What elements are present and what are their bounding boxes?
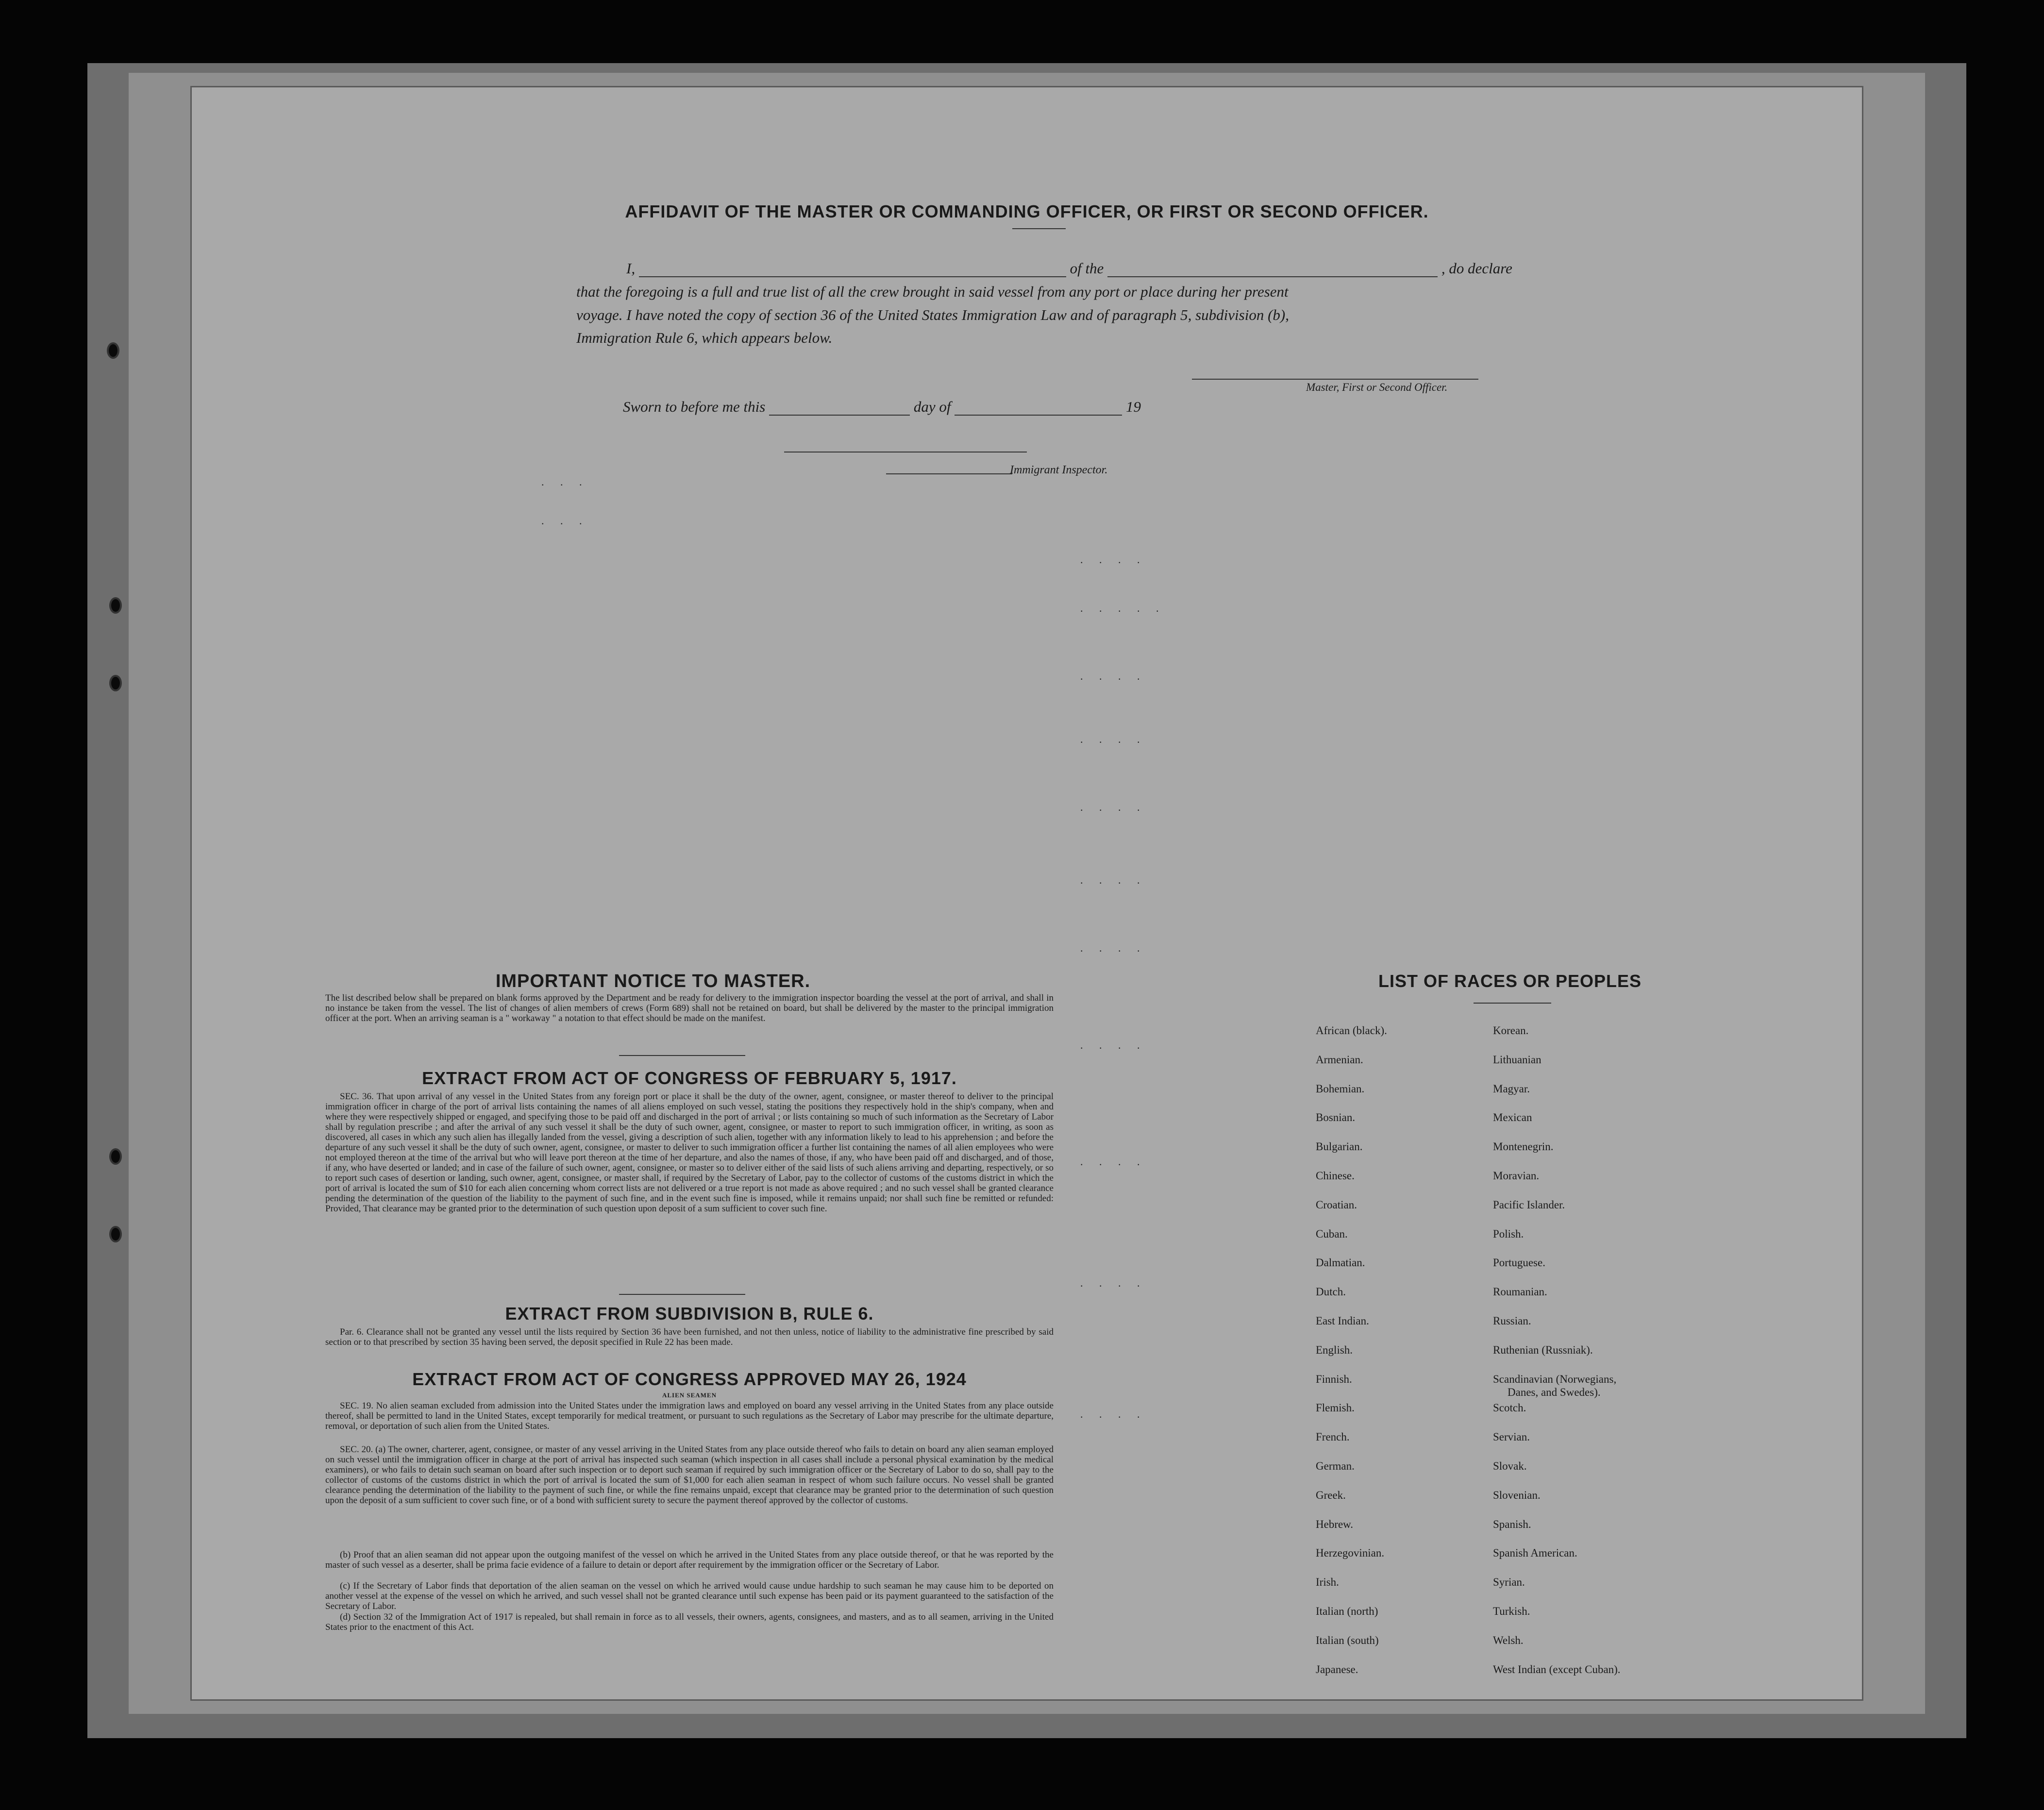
extract-1924-sec19: SEC. 19. No alien seaman excluded from admission into the United States under the immigration laws and employed on board any vessel arriving in the United States from any place outside thereof, shall be permitted to land in the United States, except temporarily for medical treatment, or pursuant to such regulations as the Secretary of Labor may prescribe for the ultimate departure, removal, or deportation of such alien from the United States. bbox=[325, 1401, 1054, 1431]
race-item: Scotch. bbox=[1493, 1402, 1526, 1414]
binder-hole bbox=[109, 1226, 122, 1242]
binder-hole bbox=[107, 342, 119, 359]
extract-1924-subtitle: ALIEN SEAMEN bbox=[662, 1391, 717, 1399]
race-item: Greek. bbox=[1316, 1489, 1346, 1501]
bleed-through-marks: . . . . . bbox=[1080, 602, 1166, 614]
bleed-through-marks: . . . . bbox=[1080, 874, 1147, 886]
race-item: Bohemian. bbox=[1316, 1082, 1365, 1095]
binder-hole bbox=[109, 597, 122, 614]
section-rule bbox=[619, 1055, 745, 1056]
race-item: Bosnian. bbox=[1316, 1111, 1356, 1124]
affidavit-line-1 bbox=[626, 260, 1714, 277]
race-item: Dalmatian. bbox=[1316, 1257, 1365, 1269]
notice-title: IMPORTANT NOTICE TO MASTER. bbox=[495, 971, 811, 991]
extract-rule6-body: Par. 6. Clearance shall not be granted any vessel until the lists required by Section 36 have been furnished, and not then unless, notice of liability to the administrative fine prescribed by said section or to that prescribed by section 35 having been served, the deposit specified in Rule 22 has been made. bbox=[325, 1327, 1054, 1347]
extract-1924-sec20b: (b) Proof that an alien seaman did not appear upon the outgoing manifest of the vessel on which he arrived in the United States from any place outside thereof, or that he was reported by the master of such vessel as a deserter, shall be prima facie evidence of a failure to detain or deport after requirement by the immigration officer or the Secretary of Labor. bbox=[325, 1550, 1054, 1570]
bleed-through-marks: . . . . bbox=[1080, 553, 1147, 566]
day-of-label: day of bbox=[913, 398, 951, 415]
bleed-through-marks: . . . . bbox=[1080, 942, 1147, 954]
bleed-through-marks: . . . bbox=[541, 515, 589, 527]
race-item: German. bbox=[1316, 1460, 1355, 1472]
do-declare-label: , do declare bbox=[1441, 260, 1512, 277]
race-item: Magyar. bbox=[1493, 1082, 1530, 1095]
race-item: Mexican bbox=[1493, 1111, 1532, 1124]
title-rule bbox=[1012, 228, 1066, 229]
section-rule bbox=[619, 1294, 745, 1295]
race-item: Italian (north) bbox=[1316, 1605, 1378, 1617]
sworn-day-field[interactable] bbox=[769, 415, 910, 416]
race-item: Ruthenian (Russniak). bbox=[1493, 1343, 1593, 1356]
bleed-through-marks: . . . . bbox=[1080, 733, 1147, 745]
inspector-signature-line[interactable] bbox=[886, 473, 1012, 474]
races-title: LIST OF RACES OR PEOPLES bbox=[1378, 971, 1642, 991]
bleed-through-marks: . . . . bbox=[1080, 1277, 1147, 1289]
race-item: Slovenian. bbox=[1493, 1489, 1541, 1501]
officer-name-field[interactable] bbox=[639, 276, 1066, 277]
race-item: Finnish. bbox=[1316, 1373, 1352, 1385]
races-title-rule bbox=[1474, 1003, 1551, 1004]
race-item: Spanish American. bbox=[1493, 1547, 1577, 1559]
i-label: I, bbox=[626, 260, 636, 277]
affidavit-line-4: Immigration Rule 6, which appears below. bbox=[576, 329, 833, 346]
bleed-through-marks: . . . . bbox=[1080, 801, 1147, 813]
race-item: Lithuanian bbox=[1493, 1053, 1541, 1066]
race-item: Polish. bbox=[1493, 1227, 1524, 1240]
extract-1917-title: EXTRACT FROM ACT OF CONGRESS OF FEBRUARY 5, 1917. bbox=[422, 1068, 957, 1088]
race-item: Syrian. bbox=[1493, 1576, 1525, 1589]
race-item: Turkish. bbox=[1493, 1605, 1530, 1617]
binder-hole bbox=[109, 1148, 122, 1165]
affidavit-page bbox=[192, 87, 1862, 1699]
affidavit-line-3: voyage. I have noted the copy of section 36 of the United States Immigration Law and of paragraph 5, subdivision (b), bbox=[576, 306, 1289, 323]
extract-rule6-title: EXTRACT FROM SUBDIVISION B, RULE 6. bbox=[505, 1304, 874, 1324]
year-prefix: 19 bbox=[1125, 398, 1141, 415]
race-item: Dutch. bbox=[1316, 1286, 1346, 1298]
inspector-label: Immigrant Inspector. bbox=[1010, 464, 1108, 476]
race-item: Montenegrin. bbox=[1493, 1140, 1554, 1153]
notice-body: The list described below shall be prepared on blank forms approved by the Department and be ready for delivery to the immigration inspector boarding the vessel at the port of arrival, and shall in no instance be taken from the vessel. The list of changes of alien members of crews (Form 689) shall not be retained on board, but shall be delivered by the master to the principal immigration officer at the port. When an arriving seaman is a " workaway " a notation to that effect should be made on the manifest. bbox=[325, 993, 1054, 1023]
race-item: Croatian. bbox=[1316, 1198, 1357, 1211]
race-item: Moravian. bbox=[1493, 1170, 1540, 1182]
race-item: Welsh. bbox=[1493, 1634, 1524, 1646]
race-item: Irish. bbox=[1316, 1576, 1339, 1589]
race-item: Servian. bbox=[1493, 1431, 1530, 1443]
race-item: Armenian. bbox=[1316, 1053, 1363, 1066]
of-the-label: of the bbox=[1070, 260, 1104, 277]
race-item: Japanese. bbox=[1316, 1663, 1358, 1676]
race-item: Danes, and Swedes). bbox=[1508, 1386, 1601, 1398]
race-item: Scandinavian (Norwegians, bbox=[1493, 1373, 1617, 1385]
bleed-through-marks: . . . . bbox=[1080, 1156, 1147, 1168]
affidavit-title: AFFIDAVIT OF THE MASTER OR COMMANDING OFFICER, OR FIRST OR SECOND OFFICER. bbox=[625, 201, 1429, 221]
race-item: Pacific Islander. bbox=[1493, 1198, 1565, 1211]
race-item: Chinese. bbox=[1316, 1170, 1355, 1182]
extract-1924-title: EXTRACT FROM ACT OF CONGRESS APPROVED MAY 26, 1924 bbox=[412, 1369, 967, 1389]
extract-1924-sec20a: SEC. 20. (a) The owner, charterer, agent, consignee, or master of any vessel arriving in the United States from any place outside thereof who fails to detain on board any alien seaman employed on such vessel until the immigration officer in charge at the port of arrival has inspected such seaman (which inspection in all cases shall include a personal physical examination by the medical examiners), or who fails to detain such seaman on board after such inspection or to deport such seaman if required by such immigration officer or the Secretary of Labor to do so, shall pay to the collector of customs of the customs district in which the port of arrival is located the sum of $1,000 for each alien seaman in respect of whom such failure occurs. No vessel shall be granted clearance pending the determination of the liability to the payment of such fine, or while the fine remains unpaid, except that clearance may be granted prior to the determination of such question upon the deposit of a sum sufficient to cover such fine, or of a bond with sufficient surety to secure the payment thereof approved by the collector of customs. bbox=[325, 1444, 1054, 1506]
sworn-month-field[interactable] bbox=[955, 415, 1122, 416]
binder-hole bbox=[109, 675, 122, 691]
race-item: Spanish. bbox=[1493, 1518, 1531, 1530]
bleed-through-marks: . . . bbox=[541, 476, 589, 488]
race-item: Hebrew. bbox=[1316, 1518, 1354, 1530]
master-signature-line[interactable] bbox=[1192, 379, 1478, 380]
affidavit-line-2: that the foregoing is a full and true list of all the crew brought in said vessel from any port or place during her present bbox=[576, 283, 1289, 300]
vessel-name-field[interactable] bbox=[1107, 276, 1438, 277]
race-item: East Indian. bbox=[1316, 1315, 1369, 1327]
race-item: Korean. bbox=[1493, 1024, 1529, 1037]
race-item: Portuguese. bbox=[1493, 1257, 1545, 1269]
sworn-label: Sworn to before me this bbox=[623, 398, 766, 415]
extract-1924-sec20d: (d) Section 32 of the Immigration Act of 1917 is repealed, but shall remain in force as to all vessels, their owners, agents, consignees, and masters, and as to all seamen, arriving in the United States prior to the enactment of this Act. bbox=[325, 1612, 1054, 1632]
race-item: African (black). bbox=[1316, 1024, 1387, 1037]
race-item: Herzegovinian. bbox=[1316, 1547, 1385, 1559]
race-item: Russian. bbox=[1493, 1315, 1531, 1327]
race-item: Flemish. bbox=[1316, 1402, 1355, 1414]
race-item: English. bbox=[1316, 1343, 1353, 1356]
race-item: Italian (south) bbox=[1316, 1634, 1379, 1646]
master-signature-label: Master, First or Second Officer. bbox=[1306, 381, 1448, 393]
extract-1924-sec20c: (c) If the Secretary of Labor finds that deportation of the alien seaman on the vessel on which he arrived would cause undue hardship to such seaman he may cause him to be deported on another vessel at the expense of the vessel on which he arrived, and such vessel shall not be granted clearance until such expense has been paid or its payment guaranteed to the satisfaction of the Secretary of Labor. bbox=[325, 1581, 1054, 1611]
bleed-through-marks: . . . . bbox=[1080, 670, 1147, 682]
sworn-line bbox=[623, 398, 1141, 416]
race-item: French. bbox=[1316, 1431, 1350, 1443]
race-item: Roumanian. bbox=[1493, 1286, 1547, 1298]
race-item: West Indian (except Cuban). bbox=[1493, 1663, 1621, 1676]
race-item: Cuban. bbox=[1316, 1227, 1348, 1240]
race-item: Bulgarian. bbox=[1316, 1140, 1363, 1153]
race-item: Slovak. bbox=[1493, 1460, 1527, 1472]
bleed-through-marks: . . . . bbox=[1080, 1408, 1147, 1420]
extract-1917-body: SEC. 36. That upon arrival of any vessel in the United States from any foreign port or place it shall be the duty of the owner, agent, consignee, or master thereof to deliver to the principal immigration officer in charge of the port of arrival lists containing the names of all aliens employed on such vessel, stating the positions they respectively hold in the ship's company, when and where they were respectively shipped or engaged, and specifying those to be paid off and discharged in the port of arrival ; or lists containing so much of such information as the Secretary of Labor shall by regulation prescribe ; and after the arrival of any such vessel it shall be the duty of such owner, agent, consignee, or master to report to such immigration officer, in writing, as soon as discovered, all cases in which any such alien has illegally landed from the vessel, giving a description of such alien, together with any information likely to lead to his apprehension ; and before the departure of any such vessel it shall be the duty of such owner, agent, consignee, or master to deliver to such immigration officer a further list containing the names of all alien employees who were not employed thereon at the time of the arrival but who will leave port thereon at the time of her departure, and also the names of those, if any, who have been paid off and discharged, and of those, if any, who have deserted or landed; and in case of the failure of such owner, agent, consignee, or master so to deliver either of the said lists of such aliens arriving and departing, respectively, or so to report such cases of desertion or landing, such owner, agent, consignee, or master shall, if required by the Secretary of Labor, pay to the collector of customs of the customs district in which the port of arrival is located the sum of $10 for each alien concerning whom correct lists are not delivered or a true report is not made as above required ; and no such vessel shall be granted clearance pending the determination of the question of the liability to the payment of such fine, and in the event such fine is imposed, while it remains unpaid; nor shall such fine be remitted or refunded: Provided, That clearance may be granted prior to the determination of such question upon deposit of a sum sufficient to cover such fine. bbox=[325, 1091, 1054, 1214]
bleed-through-marks: . . . . bbox=[1080, 1039, 1147, 1051]
